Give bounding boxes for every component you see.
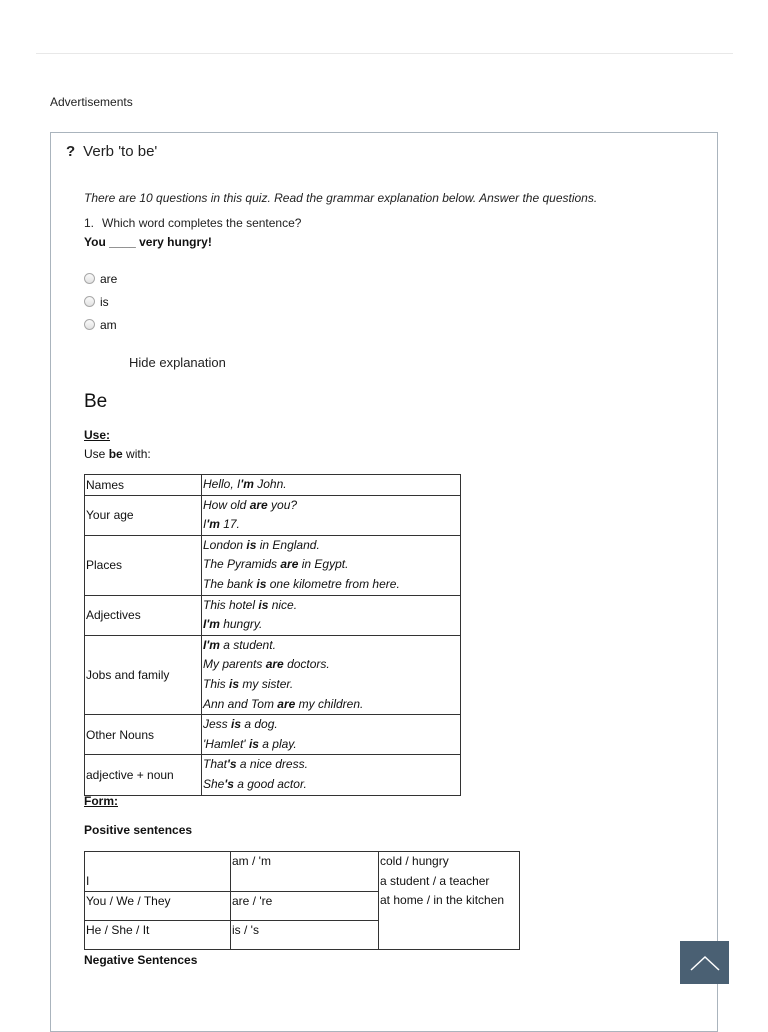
radio-button[interactable] [84, 273, 95, 284]
radio-button[interactable] [84, 319, 95, 330]
use-intro: Use be with: [84, 447, 151, 461]
quiz-title [66, 143, 157, 160]
quiz-intro: There are 10 questions in this quiz. Read the grammar explanation below. Answer the questions. [84, 191, 598, 205]
negative-sentences-heading: Negative Sentences [84, 953, 198, 967]
example-cell [202, 495, 461, 535]
example-line: This hotel is nice. [203, 597, 298, 612]
advertisements-label: Advertisements [50, 95, 133, 109]
option-label: are [100, 271, 118, 286]
table-row [85, 475, 461, 496]
category-cell: Places [85, 535, 202, 595]
verb-cell: are / 're [231, 892, 379, 921]
example-line: How old are you? [203, 497, 298, 512]
table-row [85, 852, 520, 892]
category-cell: Jobs and family [85, 635, 202, 714]
category-cell: Names [85, 475, 202, 496]
example-line: Ann and Tom are my children. [203, 696, 364, 711]
example-cell [202, 755, 461, 795]
question-prompt [84, 216, 301, 230]
example-cell [202, 635, 461, 714]
example-line: That's a nice dress. [203, 757, 308, 772]
option-are[interactable] [84, 267, 117, 290]
subject-cell: I [85, 852, 231, 892]
table-row [85, 715, 461, 755]
use-table [84, 474, 461, 796]
radio-button[interactable] [84, 296, 95, 307]
form-table [84, 851, 520, 950]
table-row [85, 755, 461, 795]
hide-explanation-toggle[interactable]: Hide explanation [129, 355, 226, 370]
subject-cell: You / We / They [85, 892, 231, 921]
verb-cell: am / 'm [231, 852, 379, 892]
example-line: The Pyramids are in Egypt. [203, 557, 349, 572]
form-heading: Form: [84, 794, 118, 808]
category-cell: Your age [85, 495, 202, 535]
example-line: London is in England. [203, 537, 320, 552]
example-cell [202, 535, 461, 595]
category-cell: Adjectives [85, 595, 202, 635]
example-line: This is my sister. [203, 676, 294, 691]
question-text: Which word completes the sentence? [102, 216, 302, 230]
question-number: 1. [84, 216, 95, 230]
example-line: I'm 17. [203, 517, 240, 532]
option-label: is [100, 294, 109, 309]
table-row [85, 535, 461, 595]
example-line: I'm hungry. [203, 617, 263, 632]
example-line: She's a good actor. [203, 776, 307, 791]
example-line: The bank is one kilometre from here. [203, 576, 400, 591]
complement-cell: cold / hungry a student / a teacher at home / in the kitchen [379, 852, 520, 950]
example-cell [202, 715, 461, 755]
subject-cell: He / She / It [85, 921, 231, 950]
table-row [85, 635, 461, 714]
example-line: Hello, I'm John. [203, 477, 287, 491]
top-divider [36, 53, 733, 54]
option-am[interactable] [84, 313, 117, 336]
option-label: am [100, 317, 117, 332]
example-line: My parents are doctors. [203, 657, 330, 672]
category-cell: Other Nouns [85, 715, 202, 755]
explanation-title: Be [84, 391, 108, 412]
table-row [85, 595, 461, 635]
quiz-container [50, 132, 718, 1032]
answer-options [84, 267, 117, 336]
positive-sentences-heading: Positive sentences [84, 823, 193, 837]
example-cell [202, 595, 461, 635]
example-cell [202, 475, 461, 496]
example-line: Jess is a dog. [203, 717, 278, 732]
quiz-title-text: Verb 'to be' [83, 143, 158, 160]
table-row [85, 495, 461, 535]
verb-cell: is / 's [231, 921, 379, 950]
example-line: 'Hamlet' is a play. [203, 736, 297, 751]
option-is[interactable] [84, 290, 117, 313]
example-line: I'm a student. [203, 637, 276, 652]
chevron-up-icon [690, 955, 720, 971]
scroll-to-top-button[interactable] [680, 941, 729, 984]
category-cell: adjective + noun [85, 755, 202, 795]
use-heading: Use: [84, 428, 111, 442]
question-mark-icon: ? [66, 143, 76, 160]
question-sentence: You ____ very hungry! [84, 235, 212, 249]
